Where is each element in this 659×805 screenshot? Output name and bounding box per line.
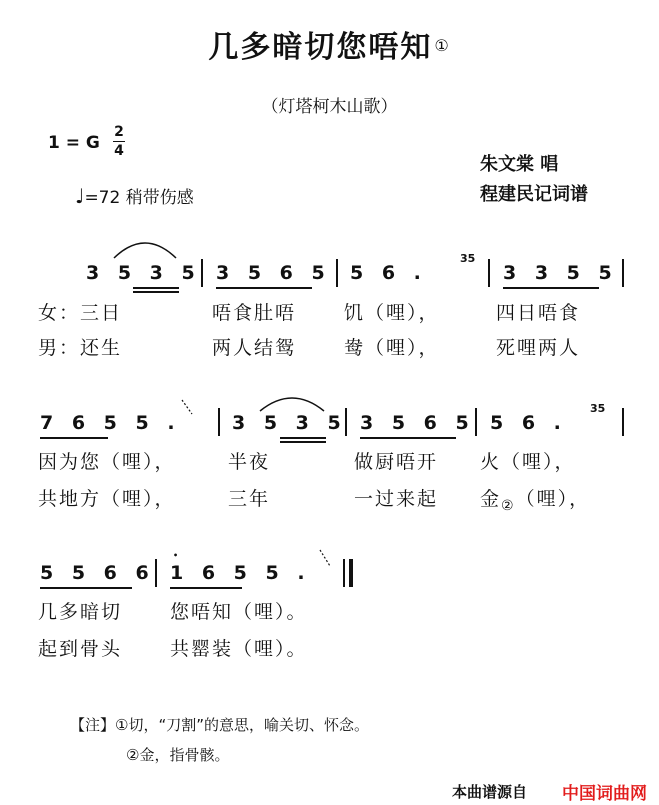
- grace-notes: 35: [460, 252, 476, 265]
- lyric-male: 金$_②$（哩），: [480, 488, 591, 514]
- high-octave-dot: •: [173, 551, 179, 560]
- meter-top: 2: [114, 124, 124, 140]
- measure-9-notes: 5 5 6 6: [40, 562, 155, 584]
- measure-2-notes: 3 5 6 5: [216, 262, 331, 284]
- singer-credit: 朱文棠 唱: [480, 154, 559, 175]
- meter-bottom: 4: [114, 143, 124, 159]
- quarter-note-icon: ♩: [75, 184, 85, 208]
- lyric-male: 鸯（哩），: [344, 337, 440, 359]
- breath-mark-icon: [318, 548, 332, 568]
- bar-line: [155, 559, 157, 587]
- annotation-line-2: ②金，指骨骸。: [126, 746, 230, 764]
- bar-line: [218, 408, 220, 436]
- underline-beam: [280, 441, 326, 443]
- final-bar-line: [343, 559, 345, 587]
- grace-notes: 35: [590, 402, 606, 415]
- breath-mark-icon: [180, 398, 194, 416]
- lyric-female: 您唔知（哩）。: [170, 601, 308, 623]
- underline-beam: [216, 287, 312, 289]
- lyric-female: 几多暗切: [38, 601, 123, 623]
- page-title: 几多暗切您唔知 ①: [208, 30, 451, 65]
- lyric-female: 火（哩），: [480, 451, 576, 473]
- recorder-credit: 程建民记词谱: [480, 184, 588, 205]
- key-signature: 1 = G: [48, 133, 100, 153]
- underline-beam: [133, 287, 179, 289]
- measure-4-notes: 3 3 5 5: [503, 262, 618, 284]
- annotation-line-1: 【注】①切，“刀割”的意思，喻关切、怀念。: [70, 716, 370, 734]
- lyric-male: 两人结鸳: [212, 337, 297, 359]
- underline-beam: [170, 587, 242, 589]
- measure-5-notes: 7 6 5 5 .: [40, 412, 181, 434]
- lyric-male: 共罂装（哩）。: [170, 638, 308, 660]
- measure-8-notes: 5 6 .: [490, 412, 567, 434]
- bar-line: [345, 408, 347, 436]
- measure-7-notes: 3 5 6 5: [360, 412, 475, 434]
- bar-line: [622, 259, 624, 287]
- underline-beam: [40, 587, 132, 589]
- lyric-female: 半夜: [228, 451, 271, 473]
- underline-beam: [133, 291, 179, 293]
- lyric-male: 起到骨头: [38, 638, 123, 660]
- measure-3-notes: 5 6 .: [350, 262, 427, 284]
- lyric-male: 死哩两人: [496, 337, 581, 359]
- tempo-marking: ♩=72 稍带伤感: [75, 184, 194, 208]
- underline-beam: [360, 437, 456, 439]
- site-watermark[interactable]: 中国词曲网: [562, 784, 647, 804]
- slur-arc: [258, 393, 326, 413]
- lyric-male: 三年: [228, 488, 271, 510]
- bar-line: [201, 259, 203, 287]
- lyric-female: 饥（哩），: [344, 302, 440, 324]
- lyric-female: 唔食肚唔: [212, 302, 297, 324]
- lyric-male: 共地方（哩），: [38, 488, 176, 510]
- source-label: 本曲谱源自: [452, 783, 528, 801]
- lyric-female: 四日唔食: [496, 302, 581, 324]
- subtitle: （灯塔柯木山歌）: [261, 97, 398, 117]
- measure-1-notes: 3 5 3 5: [86, 262, 201, 284]
- final-bar-line-thick: [349, 559, 353, 587]
- lyric-female: 做厨唔开: [354, 451, 439, 473]
- lyric-female: 女：三日: [38, 302, 123, 324]
- slur-arc: [112, 236, 178, 260]
- bar-line: [336, 259, 338, 287]
- bar-line: [622, 408, 624, 436]
- underline-beam: [503, 287, 599, 289]
- measure-6-notes: 3 5 3 5: [232, 412, 347, 434]
- bar-line: [475, 408, 477, 436]
- title-footnote-mark: ①: [434, 36, 451, 55]
- lyric-male: 一过来起: [354, 488, 439, 510]
- lyric-male: 男：还生: [38, 337, 123, 359]
- footnote-mark: ②: [501, 497, 516, 514]
- underline-beam: [40, 437, 108, 439]
- lyric-female: 因为您（哩），: [38, 451, 176, 473]
- time-signature: [113, 124, 125, 159]
- underline-beam: [280, 437, 326, 439]
- measure-10-notes: 1 6 5 5 .: [170, 562, 311, 584]
- bar-line: [488, 259, 490, 287]
